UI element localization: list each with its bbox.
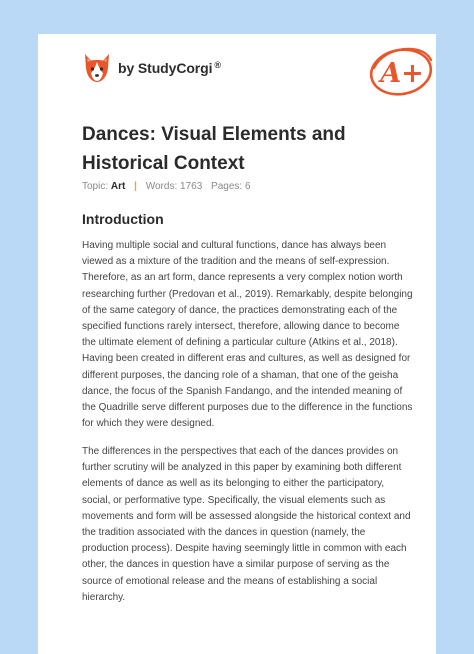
brand-header[interactable] — [82, 51, 221, 85]
brand-name: by StudyCorgi — [118, 60, 213, 76]
document-meta — [82, 181, 251, 192]
grade-text: A+ — [380, 58, 424, 89]
topic-label: Topic: — [82, 181, 109, 192]
topic-value[interactable]: Art — [110, 181, 126, 192]
words-value: 1763 — [180, 181, 203, 192]
paragraph: Having multiple social and cultural functions, dance has always been viewed as a mixture of the tradition and the means of self-expression. Therefore, as an art form, dance represents a very complex notion worth researching further (Predovan et al., 2019). Remarkably, despite belonging of the same category of dance, the practices demonstrating each of the specified functions rarely intersect, therefore, allowing dance to become the ultimate element of defining a particular culture (Atkins et al., 2018). Having been created in different eras and cultures, as well as designed for different purposes, the dancing role of a shaman, that one of the geisha dance, the focus of the Spanish Fandango, and the intended meaning of the Quadrille serve different purposes due to the difference in the functions for which they were designed. — [82, 240, 413, 430]
document-title: Dances: Visual Elements and Historical Context — [82, 124, 346, 174]
corgi-logo-icon — [82, 51, 112, 85]
paragraph: The differences in the perspectives that each of the dances provides on further scrutiny will be analyzed in this paper by examining both different elements of dance as well as its belonging to either the participatory, social, or performative type. Specifically, the visual elements such as movements and form will be assessed alongside the historical context and the tradition associated with the dances in question (namely, the production process). Despite having seemingly little in common with each other, the dances in question have a similar purpose of serving as the source of emotional release and the means of establishing a social hierarchy. — [82, 446, 411, 603]
grade-a-plus-badge-icon — [364, 42, 436, 98]
section-heading-introduction: Introduction — [82, 211, 164, 227]
document-page — [38, 34, 436, 654]
pages-label: Pages: — [211, 181, 243, 192]
meta-separator: | — [134, 181, 137, 192]
pages-value: 6 — [244, 181, 251, 192]
words-label: Words: — [145, 181, 178, 192]
registered-mark: ® — [214, 60, 222, 70]
